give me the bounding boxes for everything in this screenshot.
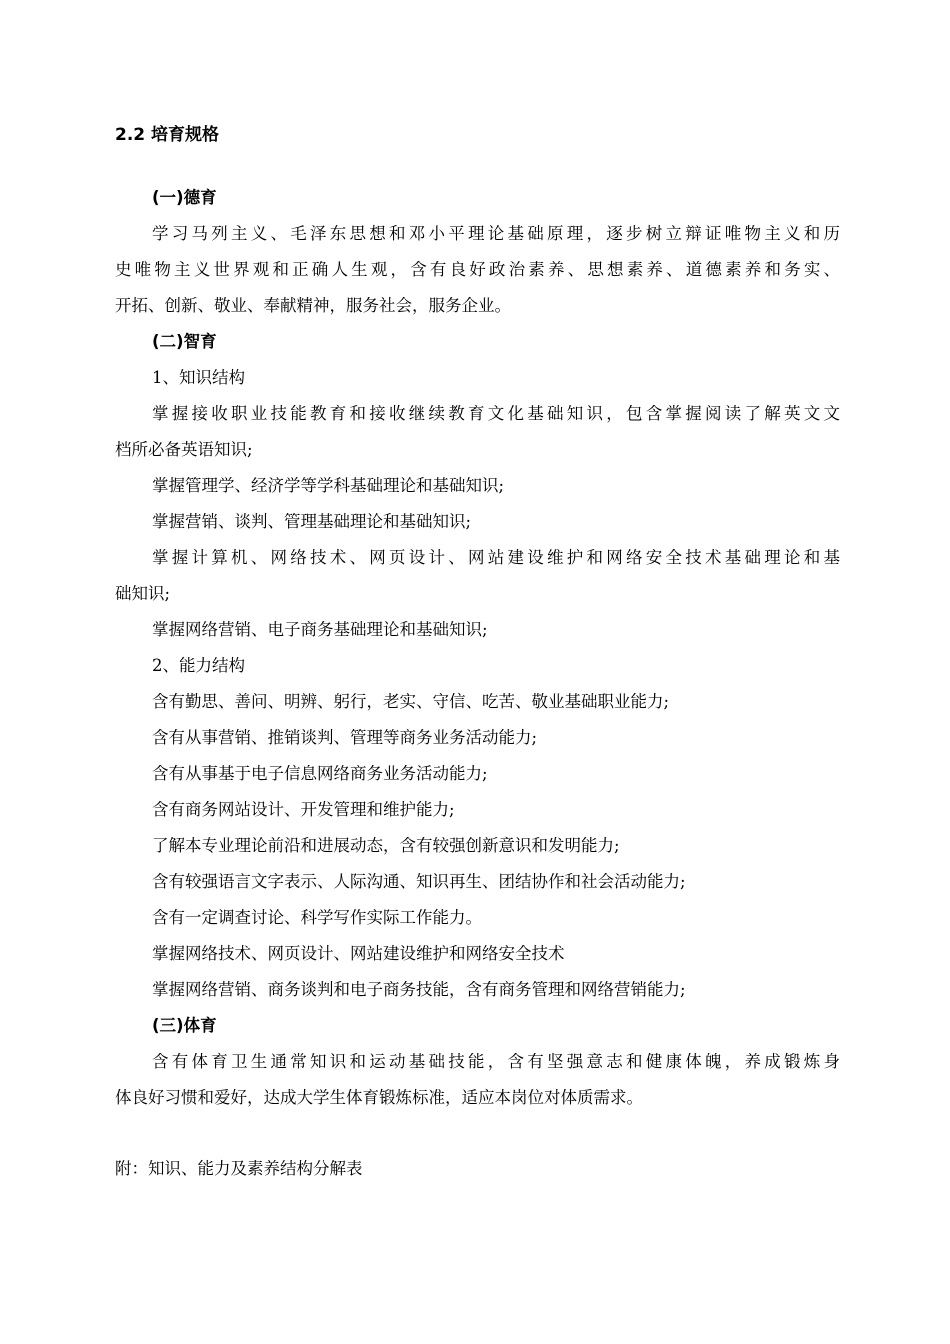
ability-item-line: 掌握网络营销、商务谈判和电子商务技能，含有商务管理和网络营销能力; <box>152 980 686 999</box>
document-body <box>115 180 840 1116</box>
ability-item-line: 含有勤思、善问、明辨、躬行，老实、守信、吃苦、敬业基础职业能力; <box>152 692 670 711</box>
knowledge-item-line: 掌握管理学、经济学等学科基础理论和基础知识; <box>152 476 505 495</box>
physical-paragraph-line: 体良好习惯和爱好，达成大学生体育锻炼标准，适应本岗位对体质需求。 <box>115 1088 643 1107</box>
knowledge-item-line: 掌握计算机、网络技术、网页设计、网站建设维护和网络安全技术基础理论和基 <box>152 548 840 567</box>
physical-paragraph-line: 含有体育卫生通常知识和运动基础技能，含有坚强意志和健康体魄，养成锻炼身 <box>152 1052 840 1071</box>
moral-heading: (一)德育 <box>152 188 217 207</box>
knowledge-item-line: 掌握网络营销、电子商务基础理论和基础知识; <box>152 620 488 639</box>
physical-heading: (三)体育 <box>152 1016 217 1035</box>
knowledge-structure-heading: 1、知识结构 <box>152 368 245 387</box>
moral-paragraph-line: 史唯物主义世界观和正确人生观，含有良好政治素养、思想素养、道德素养和务实、 <box>115 260 840 279</box>
moral-paragraph-line: 学习马列主义、毛泽东思想和邓小平理论基础原理，逐步树立辩证唯物主义和历 <box>152 224 840 243</box>
intellectual-heading: (二)智育 <box>152 332 217 351</box>
moral-paragraph-line: 开拓、创新、敬业、奉献精神，服务社会，服务企业。 <box>115 296 511 315</box>
ability-item-line: 含有从事营销、推销谈判、管理等商务业务活动能力; <box>152 728 538 747</box>
ability-item-line: 掌握网络技术、网页设计、网站建设维护和网络安全技术 <box>152 944 565 963</box>
ability-item-line: 含有商务网站设计、开发管理和维护能力; <box>152 800 455 819</box>
appendix-note: 附：知识、能力及素养结构分解表 <box>115 1159 363 1178</box>
ability-item-line: 含有从事基于电子信息网络商务业务活动能力; <box>152 764 488 783</box>
ability-structure-heading: 2、能力结构 <box>152 656 245 675</box>
ability-item-line: 含有较强语言文字表示、人际沟通、知识再生、团结协作和社会活动能力; <box>152 872 686 891</box>
knowledge-item-line: 掌握接收职业技能教育和接收继续教育文化基础知识，包含掌握阅读了解英文文 <box>152 404 840 423</box>
knowledge-item-line: 础知识; <box>115 584 171 603</box>
knowledge-item-line: 掌握营销、谈判、管理基础理论和基础知识; <box>152 512 472 531</box>
ability-item-line: 了解本专业理论前沿和进展动态，含有较强创新意识和发明能力; <box>152 836 620 855</box>
section-title: 2.2 培育规格 <box>115 125 220 145</box>
ability-item-line: 含有一定调查讨论、科学写作实际工作能力。 <box>152 908 482 927</box>
knowledge-item-line: 档所必备英语知识; <box>115 440 253 459</box>
